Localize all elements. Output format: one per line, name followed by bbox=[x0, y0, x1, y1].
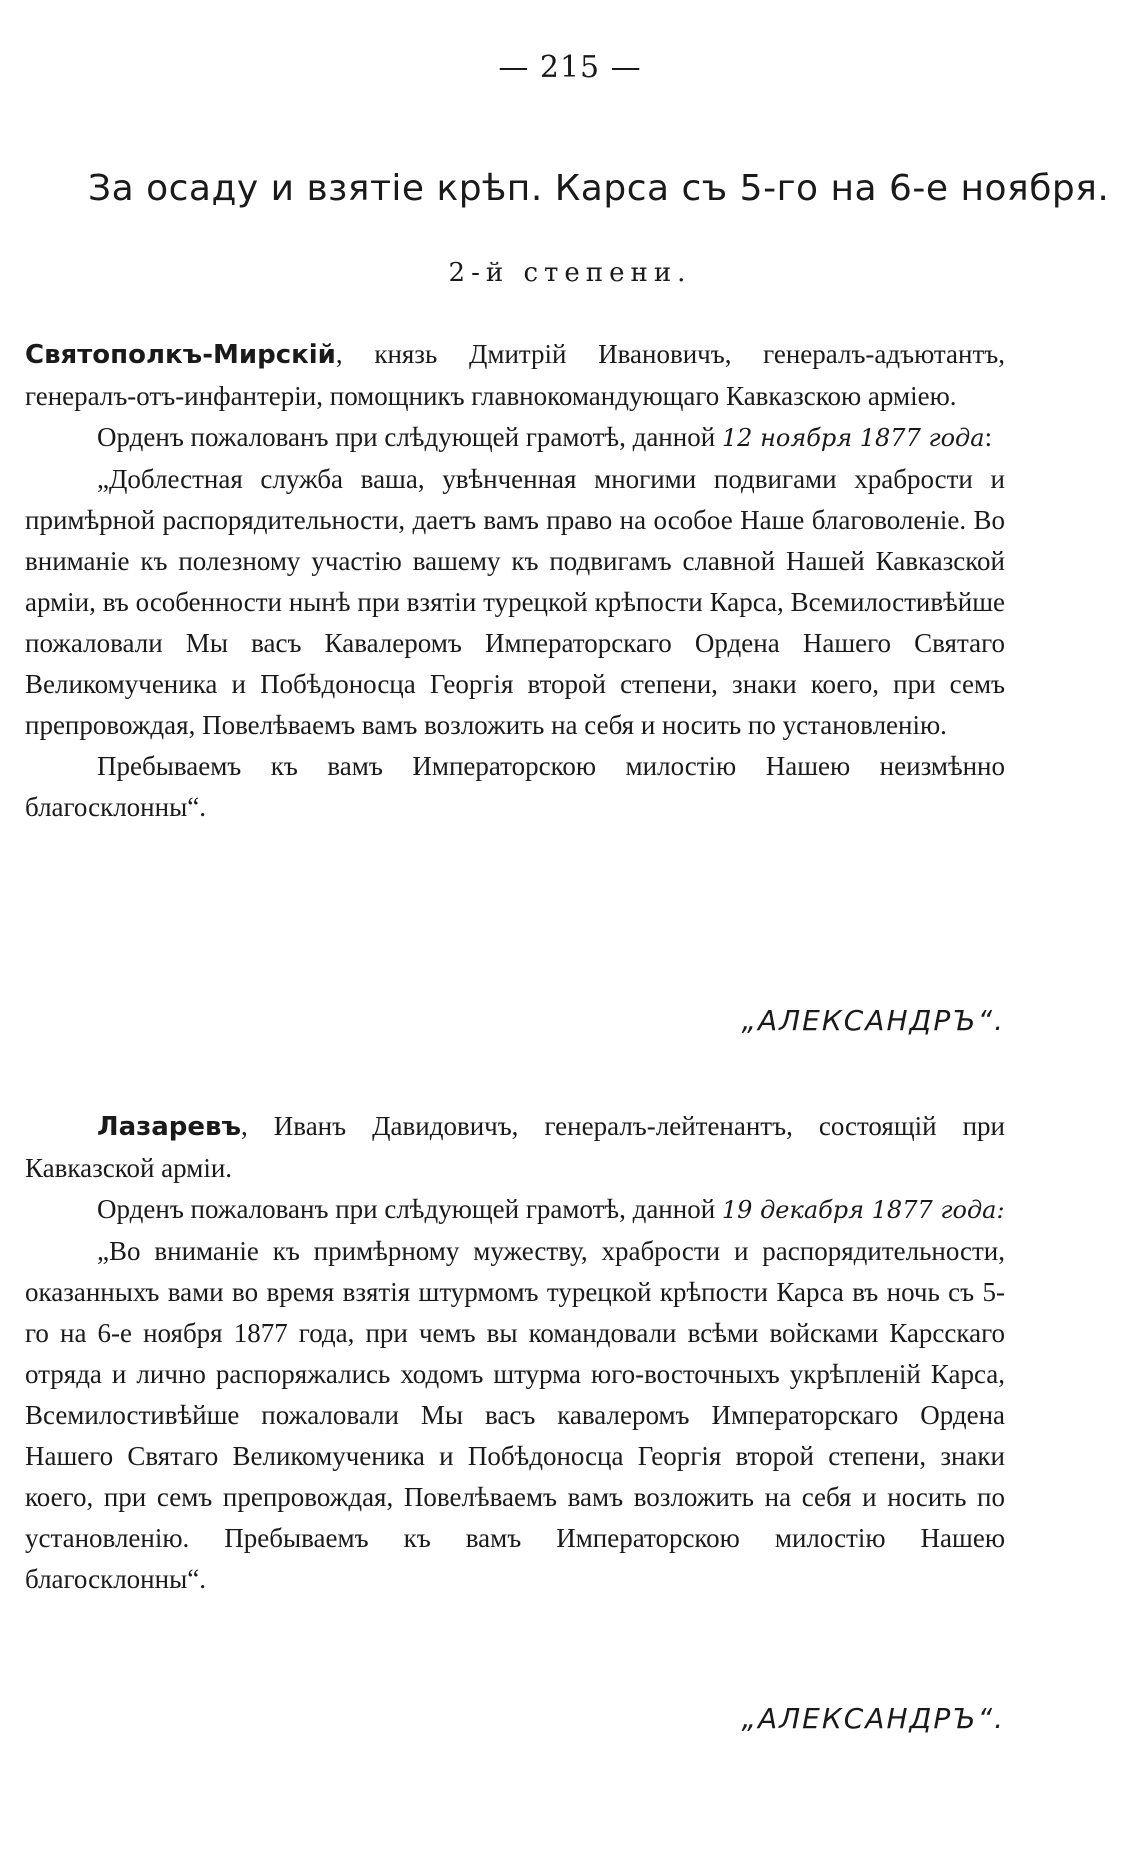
signature: „АЛЕКСАНДРЪ“. bbox=[741, 1702, 1005, 1735]
order-statement bbox=[25, 1189, 1005, 1231]
entry-lazarev bbox=[25, 1106, 1005, 1600]
grant-date: 19 декабря 1877 года: bbox=[721, 1196, 1005, 1224]
order-text: Орденъ пожалованъ при слѣдующей грамотѣ, данной bbox=[97, 1194, 722, 1224]
recipient-name: Святополкъ-Мирскій bbox=[25, 340, 336, 370]
entry-intro bbox=[25, 1106, 1005, 1189]
letter-text: „Во вниманіе къ примѣрному мужеству, храбрости и распорядительности, оказанныхъ вами во время взятія штурмомъ турецкой крѣпости Карса въ ночь съ 5-го на 6-е ноября 1877 года, при чемъ вы командовали всѣми войсками Карсскаго отряда и лично распоряжались ходомъ штурма юго-восточныхъ укрѣпленій Карса, Всемилостивѣйше пожаловали Мы васъ кавалеромъ Императорскаго Ордена Нашего Святаго Великомученика и Побѣдоносца Георгія второй степени, знаки коего, при семъ препровождая, Повелѣваемъ вамъ возложить на себя и носить по установленію. Пребываемъ къ вамъ Императорскою милостію Нашею благосклонны“. bbox=[25, 1236, 1005, 1594]
letter-closing: Пребываемъ къ вамъ Императорскою милостію Нашею неизмѣнно благосклонны“. bbox=[25, 751, 1005, 822]
recipient-description: , Иванъ Давидовичъ, генералъ-лейтенантъ, состоящій при Кавказской арміи. bbox=[25, 1111, 1005, 1183]
grant-date-suffix: : bbox=[984, 422, 993, 452]
entry-intro bbox=[25, 334, 1005, 417]
degree-subheading: 2-й степени. bbox=[448, 258, 692, 288]
order-statement bbox=[25, 417, 1005, 459]
page-number: — 215 — bbox=[498, 50, 642, 85]
recipient-description: , князь Дмитрій Ивановичъ, генералъ-адъютантъ, генералъ-отъ-инфантеріи, помощникъ главнокомандующаго Кавказскою арміею. bbox=[25, 339, 1005, 411]
entry-svyatopolk-mirsky bbox=[25, 334, 1005, 828]
order-text: Орденъ пожалованъ при слѣдующей грамотѣ, данной bbox=[97, 422, 722, 452]
recipient-name: Лазаревъ bbox=[97, 1112, 242, 1142]
signature: „АЛЕКСАНДРЪ“. bbox=[741, 1004, 1005, 1037]
letter-text: „Доблестная служба ваша, увѣнченная многими подвигами храбрости и примѣрной распорядительности, даетъ вамъ право на особое Наше благоволеніе. Во вниманіе къ полезному участію вашему къ подвигамъ славной Нашей Кавказской арміи, въ особенности нынѣ при взятіи турецкой крѣпости Карса, Всемилостивѣйше пожаловали Мы васъ Кавалеромъ Императорскаго Ордена Нашего Святаго Великомученика и Побѣдоносца Георгія второй степени, знаки коего, при семъ препровождая, Повелѣваемъ вамъ возложить на себя и носить по установленію. bbox=[25, 464, 1005, 740]
section-heading: За осаду и взятіе крѣп. Карса съ 5-го на 6-е ноября. bbox=[88, 168, 1110, 209]
grant-date: 12 ноября 1877 года bbox=[721, 424, 985, 452]
